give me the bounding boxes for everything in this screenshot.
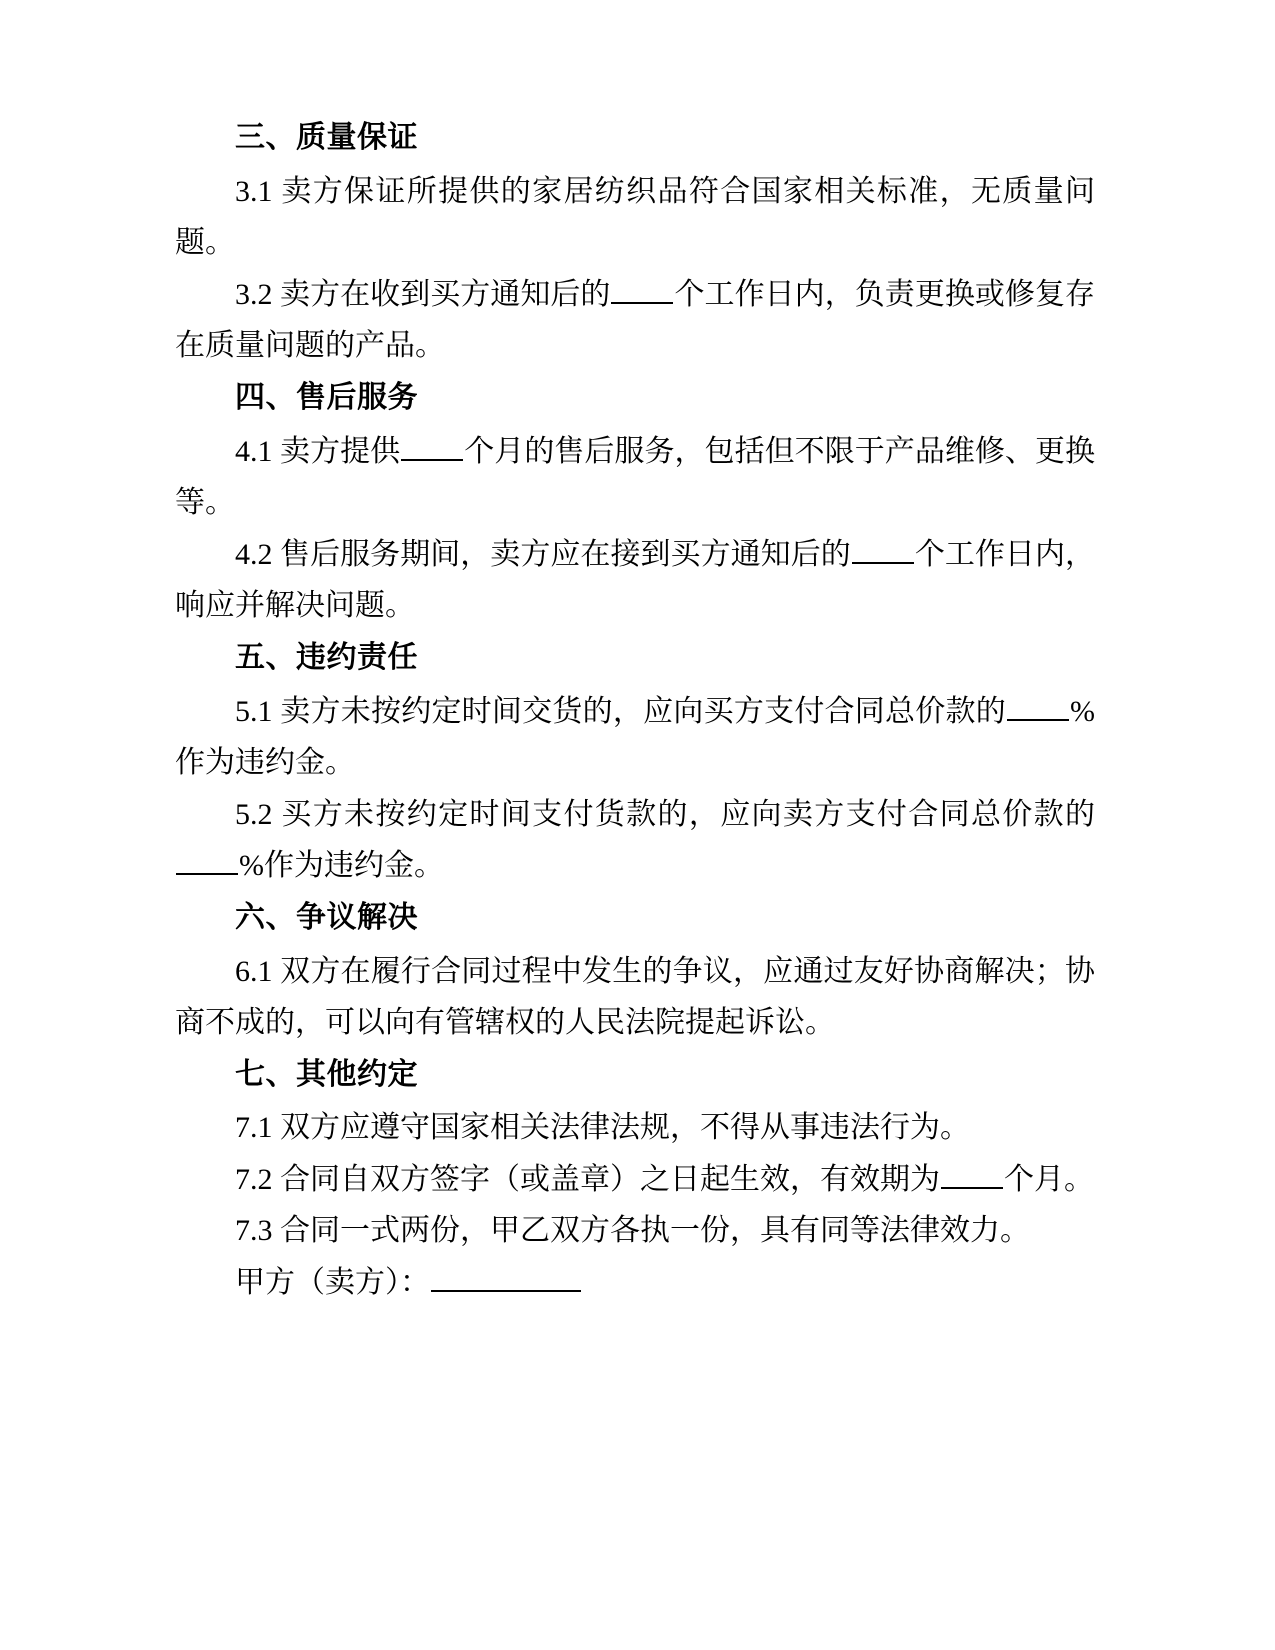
- document-body: [175, 112, 1095, 1309]
- paragraph-4-1-part-a: 4.1 卖方提供: [235, 434, 401, 468]
- section-heading-breach-liability: 五、违约责任: [235, 640, 418, 674]
- paragraph-5-1-part-a: 5.1 卖方未按约定时间交货的，应向买方支付合同总价款的: [235, 694, 1006, 728]
- fill-blank-seller-signature[interactable]: [431, 1290, 581, 1292]
- paragraph-5-1-part-b: %作为违约金。: [175, 694, 1095, 780]
- paragraph-7-2-part-b: 个月。: [1004, 1162, 1094, 1196]
- paragraph-3-1: 3.1 卖方保证所提供的家居纺织品符合国家相关标准，无质量问题。: [175, 174, 1095, 260]
- section-heading-other-terms: 七、其他约定: [235, 1057, 418, 1091]
- paragraph-7-2-part-a: 7.2 合同自双方签字（或盖章）之日起生效，有效期为: [235, 1162, 940, 1196]
- paragraph-7-3: 7.3 合同一式两份，甲乙双方各执一份，具有同等法律效力。: [235, 1214, 1030, 1248]
- paragraph-3-2-part-b: 个工作日内，负责更换或修复存在质量问题的产品。: [175, 277, 1096, 363]
- section-heading-after-sales-service: 四、售后服务: [235, 380, 418, 414]
- paragraph-5-2-part-b: %作为违约金。: [239, 849, 444, 883]
- paragraph-3-2: [175, 269, 1095, 372]
- paragraph-7-1: 7.1 双方应遵守国家相关法律法规，不得从事违法行为。: [235, 1111, 970, 1145]
- paragraph-7-2: [175, 1154, 1095, 1206]
- paragraph-6-1: 6.1 双方在履行合同过程中发生的争议，应通过友好协商解决；协商不成的，可以向有管辖权的人民法院提起诉讼。: [175, 954, 1095, 1040]
- fill-blank-validity-months[interactable]: [941, 1187, 1003, 1189]
- paragraph-3-2-part-a: 3.2 卖方在收到买方通知后的: [235, 277, 611, 311]
- paragraph-4-1: [175, 426, 1095, 529]
- section-heading-quality-assurance: 三、质量保证: [235, 121, 418, 154]
- paragraph-4-1-part-b: 个月的售后服务，包括但不限于产品维修、更换等。: [175, 434, 1096, 520]
- section-heading-dispute-resolution: 六、争议解决: [235, 900, 418, 934]
- fill-blank-seller-penalty-percent[interactable]: [1007, 719, 1069, 721]
- paragraph-5-2-part-a: 5.2 买方未按约定时间支付货款的，应向卖方支付合同总价款的: [235, 797, 1095, 831]
- fill-blank-service-months[interactable]: [401, 459, 463, 461]
- fill-blank-workdays-replacement[interactable]: [611, 302, 673, 304]
- paragraph-4-2-part-a: 4.2 售后服务期间，卖方应在接到买方通知后的: [235, 537, 851, 571]
- signature-label-seller: 甲方（卖方）：: [235, 1266, 430, 1300]
- signature-line-seller: [175, 1257, 1095, 1309]
- paragraph-4-2-part-b: 个工作日内，响应并解决问题。: [175, 537, 1096, 623]
- fill-blank-response-workdays[interactable]: [852, 562, 914, 564]
- fill-blank-buyer-penalty-percent[interactable]: [176, 873, 238, 875]
- paragraph-5-1: [175, 686, 1095, 789]
- paragraph-5-2: [175, 789, 1095, 892]
- paragraph-4-2: [175, 529, 1095, 632]
